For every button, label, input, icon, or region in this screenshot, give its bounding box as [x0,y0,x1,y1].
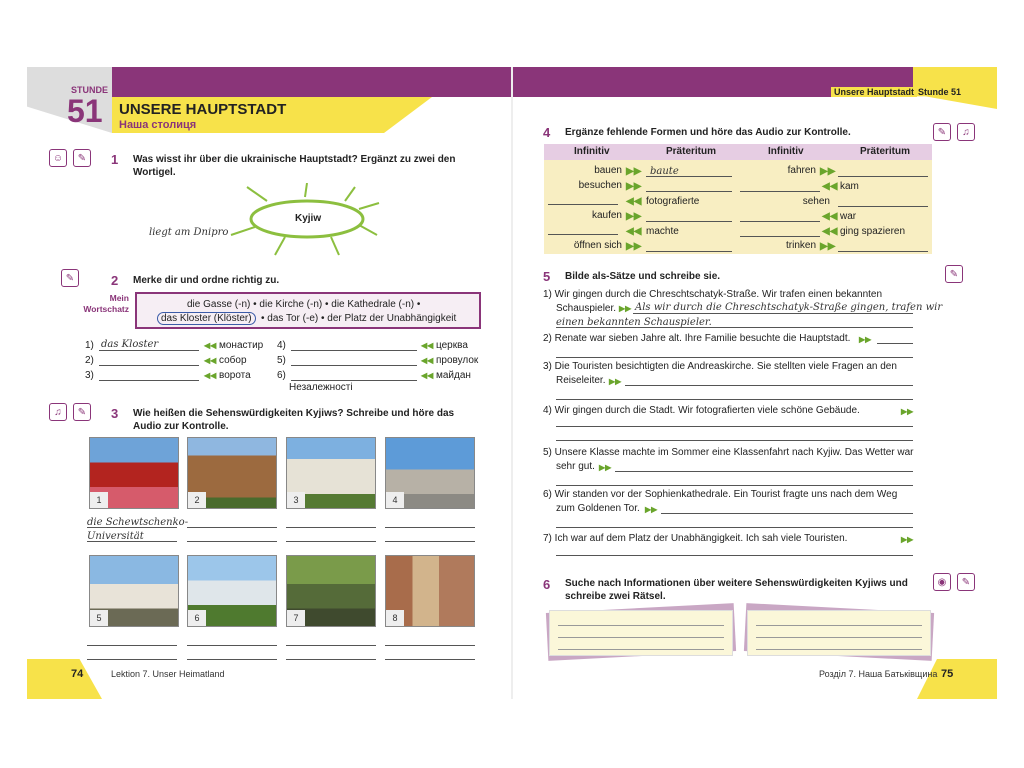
footer-text: Lektion 7. Unser Heimatland [111,669,225,679]
sentence-4: 4) Wir gingen durch die Stadt. Wir fotografierten viele schöne Gebäude. [543,405,860,416]
inf2-line[interactable] [740,221,820,222]
answer-line[interactable] [877,343,913,344]
wortschatz-box [135,292,481,329]
audio-arrow-icon: ◀◀ [204,371,217,380]
stunde-number: 51 [67,93,103,129]
answer-line[interactable] [615,471,913,472]
photo-university [89,437,179,509]
prat-line[interactable] [646,176,732,177]
sentence-1-handwriting-2: einen bekannten Schauspieler. [556,317,712,328]
riddle-line[interactable] [756,649,922,650]
inf2-cell: sehen [802,196,830,207]
audio-arrow-icon: ◀◀ [626,226,642,237]
sentence-6b: zum Goldenen Tor. [556,503,640,514]
answer-line[interactable] [286,645,376,646]
exercise-4-number: 4 [543,125,551,140]
inf2-line[interactable] [740,191,820,192]
answer-line[interactable] [661,513,913,514]
photo-number: 5 [90,610,108,626]
riddle-line[interactable] [558,649,724,650]
exercise-3-handwriting-1: die Schewtschenko- [87,517,189,528]
pencil-icon: ✎ [933,123,951,141]
pencil-icon: ✎ [61,269,79,287]
header-band [112,67,511,97]
answer-line[interactable] [556,357,913,358]
ex2-item-1-num: 1) [85,340,94,351]
audio-arrow-icon: ▶▶ [626,181,642,192]
ex2-item-5-line[interactable] [291,365,417,366]
ex2-item-6-ua: майдан [436,370,471,381]
answer-line[interactable] [87,527,177,528]
photo-number: 3 [287,492,305,508]
inf2-line[interactable] [740,236,820,237]
answer-line[interactable] [556,327,913,328]
audio-arrow-icon: ◀◀ [204,341,217,350]
answer-line[interactable] [556,440,913,441]
inf-cell: öffnen sich [573,240,622,251]
answer-line[interactable] [633,313,913,314]
group-icon: ☺ [49,149,67,167]
answer-line[interactable] [385,541,475,542]
exercise-4-text: Ergänze fehlende Formen und höre das Audio zur Kontrolle. [565,127,851,138]
audio-arrow-icon: ▶▶ [645,505,658,514]
exercise-6-number: 6 [543,577,551,592]
page-number: 74 [71,668,84,680]
prat-line[interactable] [646,191,732,192]
pencil-icon: ✎ [73,403,91,421]
footer-band [917,659,997,699]
photo-number: 8 [386,610,404,626]
ex2-item-1-handwriting: das Kloster [101,339,159,350]
audio-arrow-icon: ▶▶ [820,241,836,252]
prat-line[interactable] [646,221,732,222]
header-title: Unsere Hauptstadt [831,87,917,97]
audio-arrow-icon: ◀◀ [204,356,217,365]
ex2-item-2-num: 2) [85,355,94,366]
answer-line[interactable] [556,485,913,486]
prat-line[interactable] [646,251,732,252]
page-number: 75 [941,668,954,680]
ex2-item-2-line[interactable] [99,365,199,366]
verb-table [544,144,932,254]
exercise-3-text: Wie heißen die Sehenswürdigkeiten Kyjiws? Schreibe und höre das Audio zur Kontrolle. [133,408,455,432]
audio-arrow-icon: ▶▶ [626,211,642,222]
wortschatz-line-1: die Gasse (-n) • die Kirche (-n) • die Kathedrale (-n) • [187,299,421,310]
sentence-5a: 5) Unsere Klasse machte im Sommer eine Klassenfahrt nach Kyjiw. Das Wetter war [543,447,914,458]
photo-golden-gate [187,437,277,509]
audio-arrow-icon: ▶▶ [619,304,632,313]
ex2-item-3-line[interactable] [99,380,199,381]
ex2-item-6-extra: Незалежності [289,382,353,393]
ex2-item-6-line[interactable] [291,380,417,381]
exercise-3-handwriting-2: Universität [87,531,144,542]
sentence-6a: 6) Wir standen vor der Sophienkathedrale. Ein Tourist fragte uns nach dem Weg [543,489,898,500]
answer-line[interactable] [187,659,277,660]
sentence-1b: Schauspieler. [556,303,617,314]
answer-line[interactable] [187,541,277,542]
header-stunde: Stunde 51 [918,87,962,97]
riddle-line[interactable] [558,637,724,638]
left-page [27,67,511,699]
ex2-item-3-ua: ворота [219,370,251,381]
prat2-line[interactable] [838,176,928,177]
audio-arrow-icon: ◀◀ [626,196,642,207]
exercise-2-text: Merke dir und ordne richtig zu. [133,275,280,286]
sentence-5b: sehr gut. [556,461,595,472]
sentence-3b: Reiseleiter. [556,375,606,386]
photo-street [385,555,475,627]
answer-line[interactable] [286,659,376,660]
audio-arrow-icon: ▶▶ [820,166,836,177]
header-infinitiv: Infinitiv [574,146,610,157]
audio-arrow-icon: ▶▶ [626,166,642,177]
audio-arrow-icon: ▶▶ [901,407,914,416]
header-prateritum: Präteritum [860,146,911,157]
ex2-item-4-line[interactable] [291,350,417,351]
prat-cell: machte [646,226,679,237]
audio-arrow-icon: ▶▶ [859,335,872,344]
inf-cell: besuchen [578,180,622,191]
ex2-item-5-num: 5) [277,355,286,366]
sentence-1-handwriting: Als wir durch die Chreschtschatyk-Straße gingen, trafen wir [635,302,943,313]
audio-arrow-icon: ◀◀ [421,341,434,350]
riddle-line[interactable] [756,625,922,626]
sentence-3a: 3) Die Touristen besichtigten die Andreaskirche. Sie stellten viele Fragen an den [543,361,897,372]
answer-line[interactable] [87,659,177,660]
ex2-item-6-num: 6) [277,370,286,381]
answer-line[interactable] [556,555,913,556]
prat-handwriting: baute [650,166,679,177]
riddle-line[interactable] [558,625,724,626]
exercise-5-text: Bilde als-Sätze und schreibe sie. [565,271,721,282]
header-prateritum: Präteritum [666,146,717,157]
audio-arrow-icon: ◀◀ [822,226,838,237]
answer-line[interactable] [556,399,913,400]
inf-line[interactable] [548,234,618,235]
exercise-5-number: 5 [543,269,551,284]
ex2-item-4-ua: церква [436,340,468,351]
stunde-label: STUNDE [71,85,109,95]
prat2-cell: kam [840,181,859,192]
photo-andrew-church [89,555,179,627]
sentence-7: 7) Ich war auf dem Platz der Unabhängigkeit. Ich sah viele Touristen. [543,533,848,544]
answer-line[interactable] [286,527,376,528]
answer-line[interactable] [556,426,913,427]
prat2-line[interactable] [838,206,928,207]
exercise-1-handwriting: liegt am Dnipro [149,227,229,238]
wortschatz-line-2a: das Kloster (Klöster) [157,312,256,325]
prat2-cell: ging spazieren [840,226,906,237]
inf-cell: bauen [594,165,622,176]
headphones-icon: ♫ [957,123,975,141]
inf2-cell: fahren [787,165,816,176]
ex2-item-4-num: 4) [277,340,286,351]
headphones-icon: ♫ [49,403,67,421]
audio-arrow-icon: ◀◀ [421,371,434,380]
riddle-line[interactable] [756,637,922,638]
inf-cell: kaufen [591,210,622,221]
footer-text: Розділ 7. Наша Батьківщина [819,669,938,679]
inf-line[interactable] [548,204,618,205]
audio-arrow-icon: ◀◀ [421,356,434,365]
photo-sophia-cathedral [286,437,376,509]
audio-arrow-icon: ◀◀ [822,181,838,192]
pencil-icon: ✎ [945,265,963,283]
answer-line[interactable] [87,645,177,646]
mein-wortschatz-label: Mein Wortschatz [83,293,129,314]
audio-arrow-icon: ▶▶ [609,377,622,386]
header-infinitiv: Infinitiv [768,146,804,157]
prat2-cell: war [840,211,857,222]
audio-arrow-icon: ◀◀ [822,211,838,222]
page-gutter [511,67,513,699]
answer-line[interactable] [187,645,277,646]
audio-arrow-icon: ▶▶ [599,463,612,472]
word-sun-center: Kyjiw [295,213,322,224]
photo-number: 6 [188,610,206,626]
right-page [513,67,997,699]
photo-mariinsky-palace [187,555,277,627]
photo-number: 2 [188,492,206,508]
photo-number: 4 [386,492,404,508]
answer-line[interactable] [286,541,376,542]
sentence-1a: 1) Wir gingen durch die Chreschtschatyk-Straße. Wir trafen einen bekannten [543,289,883,300]
wortschatz-line-2b: • das Tor (-e) • der Platz der Unabhängigkeit [261,313,457,324]
pencil-icon: ✎ [73,149,91,167]
audio-arrow-icon: ▶▶ [626,241,642,252]
footer-band [27,659,102,699]
photo-number: 1 [90,492,108,508]
ex2-item-5-ua: провулок [436,355,479,366]
prat-cell: fotografierte [646,196,700,207]
riddle-card-2[interactable] [747,610,931,656]
photo-number: 7 [287,610,305,626]
photo-independence-square [385,437,475,509]
ex2-item-2-ua: собор [219,355,247,366]
photo-fountain-park [286,555,376,627]
answer-line[interactable] [556,527,913,528]
exercise-6-text: Suche nach Informationen über weitere Sehenswürdigkeiten Kyjiws und schreibe zwei Rätsel. [565,578,908,602]
audio-arrow-icon: ▶▶ [901,535,914,544]
answer-line[interactable] [187,527,277,528]
ex2-item-1-line[interactable] [99,350,199,351]
answer-line[interactable] [625,385,913,386]
pencil-icon: ✎ [957,573,975,591]
page-subtitle: Наша столиця [119,119,197,131]
exercise-3-number: 3 [111,406,119,421]
page-title: UNSERE HAUPTSTADT [119,101,287,118]
globe-icon: ◉ [933,573,951,591]
answer-line[interactable] [385,527,475,528]
answer-line[interactable] [385,645,475,646]
exercise-1-number: 1 [111,152,119,167]
ex2-item-3-num: 3) [85,370,94,381]
exercise-1-text: Was wisst ihr über die ukrainische Hauptstadt? Ergänzt zu zwei den Wortigel. [133,154,456,178]
ex2-item-1-ua: монастир [219,340,264,351]
answer-line[interactable] [87,541,177,542]
exercise-2-number: 2 [111,273,119,288]
sentence-2: 2) Renate war sieben Jahre alt. Ihre Familie besuchte die Hauptstadt. [543,333,851,344]
inf2-cell: trinken [785,240,816,251]
prat2-line[interactable] [838,251,928,252]
riddle-card-1[interactable] [549,610,733,656]
answer-line[interactable] [385,659,475,660]
